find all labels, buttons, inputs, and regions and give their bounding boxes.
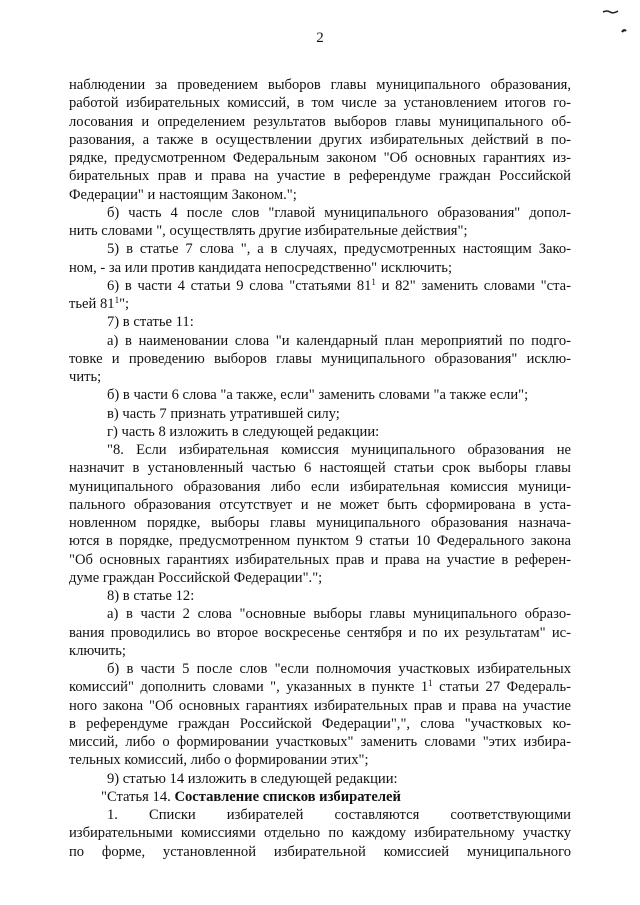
text-line: лосования и определением результатов выборов главы муниципального об- bbox=[69, 113, 571, 130]
text-line: б) часть 4 после слов "главой муниципального образования" допол- bbox=[107, 204, 571, 221]
text-line: ном, - за или против кандидата непосредственно" исключить; bbox=[69, 259, 452, 276]
text-line: г) часть 8 изложить в следующей редакции: bbox=[107, 423, 380, 440]
text-line: ного закона "Об основных гарантиях избирательных прав и права на участие bbox=[69, 697, 571, 714]
article-title: Составление списков избирателей bbox=[174, 788, 401, 805]
text-line: избирательными комиссиями отдельно по каждому избирательному участку bbox=[69, 825, 571, 842]
text-line: думе граждан Российской Федерации"."; bbox=[69, 569, 323, 586]
text-line: работой избирательных комиссий, в том числе за установлением итогов го- bbox=[69, 95, 571, 112]
text-line: б) в части 6 слова "а также, если" заменить словами "а также если"; bbox=[107, 387, 529, 404]
text-line bbox=[69, 678, 571, 696]
text-line: 5) в статье 7 слова ", а в случаях, предусмотренных настоящим Зако- bbox=[107, 241, 571, 258]
document-body bbox=[69, 76, 571, 861]
text-line: 7) в статье 11: bbox=[107, 314, 194, 331]
article-number: "Статья 14. bbox=[101, 788, 175, 805]
text-line: новленном порядке, выборы главы муниципального образования назнача- bbox=[69, 515, 571, 531]
text-line: в) часть 7 признать утратившей силу; bbox=[107, 405, 340, 422]
text-line: "Об основных гарантиях избирательных прав и права на участие в референ- bbox=[69, 551, 571, 568]
text-line: бирательных прав и права на участие в референдуме граждан Российской bbox=[69, 168, 571, 185]
line-part: и 82" заменить словами "ста- bbox=[375, 277, 571, 294]
text-line: миссий, либо о формировании участковых" заменить словами "этих избира- bbox=[69, 734, 571, 750]
line-part: 6) в части 4 статьи 9 слова "статьями 81 bbox=[107, 277, 372, 294]
text-line bbox=[69, 295, 571, 313]
text-line: муниципального образования либо если избирательная комиссия муници- bbox=[69, 478, 571, 495]
superscript: 1 bbox=[428, 678, 433, 689]
text-line: ключить; bbox=[69, 642, 126, 659]
text-line: наблюдении за проведением выборов главы муниципального образования, bbox=[69, 77, 571, 93]
superscript: 1 bbox=[371, 276, 376, 287]
line-part: тьей 81 bbox=[69, 296, 115, 312]
handwritten-mark bbox=[598, 2, 628, 42]
text-line: а) в наименовании слова "и календарный план мероприятий по подго- bbox=[107, 332, 571, 349]
text-line: "8. Если избирательная комиссия муниципального образования не bbox=[107, 442, 571, 458]
text-line: вания проводились во второе воскресенье сентября и по их результатам" ис- bbox=[69, 624, 571, 641]
page-number: 2 bbox=[316, 30, 324, 46]
text-line: Федерации" и настоящим Законом."; bbox=[69, 186, 297, 203]
line-part: "; bbox=[119, 296, 130, 312]
text-line: товке и проведению выборов главы муниципального образования" исклю- bbox=[69, 350, 571, 367]
text-line: разования, а также в осуществлении других избирательных действий в по- bbox=[69, 131, 571, 148]
text-line: нить словами ", осуществлять другие избирательные действия"; bbox=[69, 223, 468, 239]
text-line: рядке, предусмотренном Федеральным законом "Об основных гарантиях из- bbox=[69, 150, 571, 166]
text-line: чить; bbox=[69, 369, 102, 385]
text-line: 8) в статье 12: bbox=[107, 588, 195, 604]
text-line: пального образования отсутствует и не может быть сформирована в уста- bbox=[69, 496, 571, 513]
text-line: 1. Списки избирателей составляются соответствующими bbox=[107, 807, 571, 823]
article-heading bbox=[69, 788, 571, 806]
text-line: 9) статью 14 изложить в следующей редакции: bbox=[107, 770, 398, 787]
text-line: ются в порядке, предусмотренном пунктом 9 статьи 10 Федерального закона bbox=[69, 533, 571, 550]
text-line: по форме, установленной избирательной комиссией муниципального bbox=[69, 843, 571, 860]
text-line: тельных комиссий, либо о формировании этих"; bbox=[69, 752, 369, 769]
text-line: в референдуме граждан Российской Федерации",", слова "участковых ко- bbox=[69, 715, 571, 732]
line-part: комиссий" дополнить словами ", указанных в пункте 1 bbox=[69, 679, 429, 696]
text-line bbox=[69, 277, 571, 295]
text-line: назначит в установленный частью 6 настоящей статьи срок выборы главы bbox=[69, 460, 571, 477]
text-line: а) в части 2 слова "основные выборы главы муниципального образо- bbox=[107, 606, 571, 623]
line-part: статьи 27 Федераль- bbox=[432, 679, 572, 696]
superscript: 1 bbox=[114, 295, 120, 305]
text-line: б) в части 5 после слов "если полномочия участковых избирательных bbox=[107, 661, 571, 677]
